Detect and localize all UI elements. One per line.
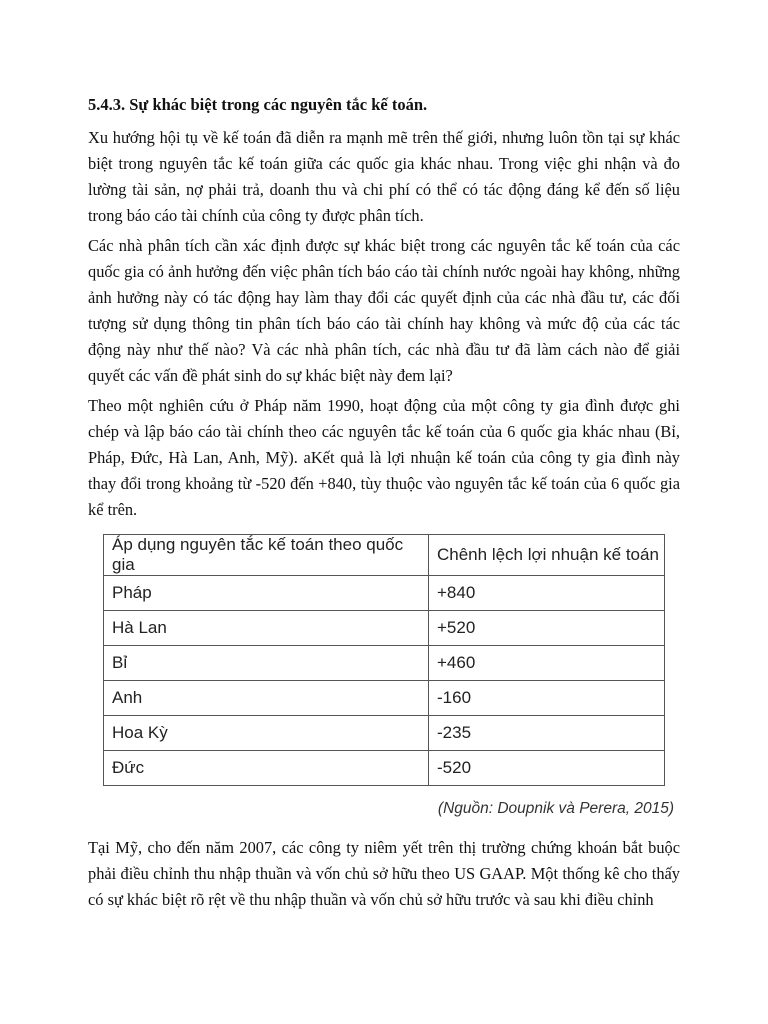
table-row (104, 576, 665, 611)
table-cell-difference: +460 (429, 646, 665, 681)
table-cell-difference: -520 (429, 751, 665, 786)
table-cell-country: Anh (104, 681, 429, 716)
paragraph-france-study: Theo một nghiên cứu ở Pháp năm 1990, hoạt động của một công ty gia đình được ghi chép và lập báo cáo tài chính theo các nguyên tắc kế toán của 6 quốc gia khác nhau (Bỉ, Pháp, Đức, Hà Lan, Anh, Mỹ). aKết quả là lợi nhuận kế toán của công ty gia đình này thay đổi trong khoảng từ -520 đến +840, tùy thuộc vào nguyên tắc kế toán của 6 quốc gia kể trên. (88, 396, 680, 519)
table-row (104, 646, 665, 681)
paragraph-convergence: Xu hướng hội tụ về kế toán đã diễn ra mạnh mẽ trên thế giới, nhưng luôn tồn tại sự khác biệt trong nguyên tắc kế toán giữa các quốc gia khác nhau. Trong việc ghi nhận và đo lường tài sản, nợ phải trả, doanh thu và chi phí có thể có tác động đáng kể đến số liệu trong báo cáo tài chính của công ty được phân tích. (88, 128, 680, 225)
table-row (104, 716, 665, 751)
table-cell-difference: -235 (429, 716, 665, 751)
paragraph-analysts: Các nhà phân tích cần xác định được sự khác biệt trong các nguyên tắc kế toán của các quốc gia có ảnh hưởng đến việc phân tích báo cáo tài chính nước ngoài hay không, những ảnh hưởng này có tác động hay làm thay đổi các quyết định của các nhà đầu tư, các đối tượng sử dụng thông tin phân tích báo cáo tài chính hay không và mức độ của các tác động này như thế nào? Và các nhà phân tích, các nhà đầu tư đã làm cách nào để giải quyết các vấn đề phát sinh do sự khác biệt này đem lại? (88, 236, 680, 385)
table-row (104, 681, 665, 716)
paragraph-us-gaap: Tại Mỹ, cho đến năm 2007, các công ty niêm yết trên thị trường chứng khoán bắt buộc phải điều chỉnh thu nhập thuần và vốn chủ sở hữu theo US GAAP. Một thống kê cho thấy có sự khác biệt rõ rệt về thu nhập thuần và vốn chủ sở hữu trước và sau khi điều chỉnh (88, 838, 680, 909)
column-header-difference: Chênh lệch lợi nhuận kế toán (429, 535, 665, 576)
table-cell-country: Đức (104, 751, 429, 786)
profit-difference-table-wrapper (103, 534, 665, 786)
table-cell-difference: -160 (429, 681, 665, 716)
section-heading: 5.4.3. Sự khác biệt trong các nguyên tắc kế toán. (88, 95, 428, 114)
profit-difference-table (103, 534, 665, 786)
table-cell-country: Bỉ (104, 646, 429, 681)
table-cell-country: Pháp (104, 576, 429, 611)
column-header-country: Áp dụng nguyên tắc kế toán theo quốc gia (104, 535, 429, 576)
table-row (104, 611, 665, 646)
table-cell-country: Hoa Kỳ (104, 716, 429, 751)
table-cell-difference: +520 (429, 611, 665, 646)
table-row (104, 751, 665, 786)
table-cell-difference: +840 (429, 576, 665, 611)
table-source-note: (Nguồn: Doupnik và Perera, 2015) (437, 800, 674, 817)
table-cell-country: Hà Lan (104, 611, 429, 646)
table-header-row (104, 535, 665, 576)
